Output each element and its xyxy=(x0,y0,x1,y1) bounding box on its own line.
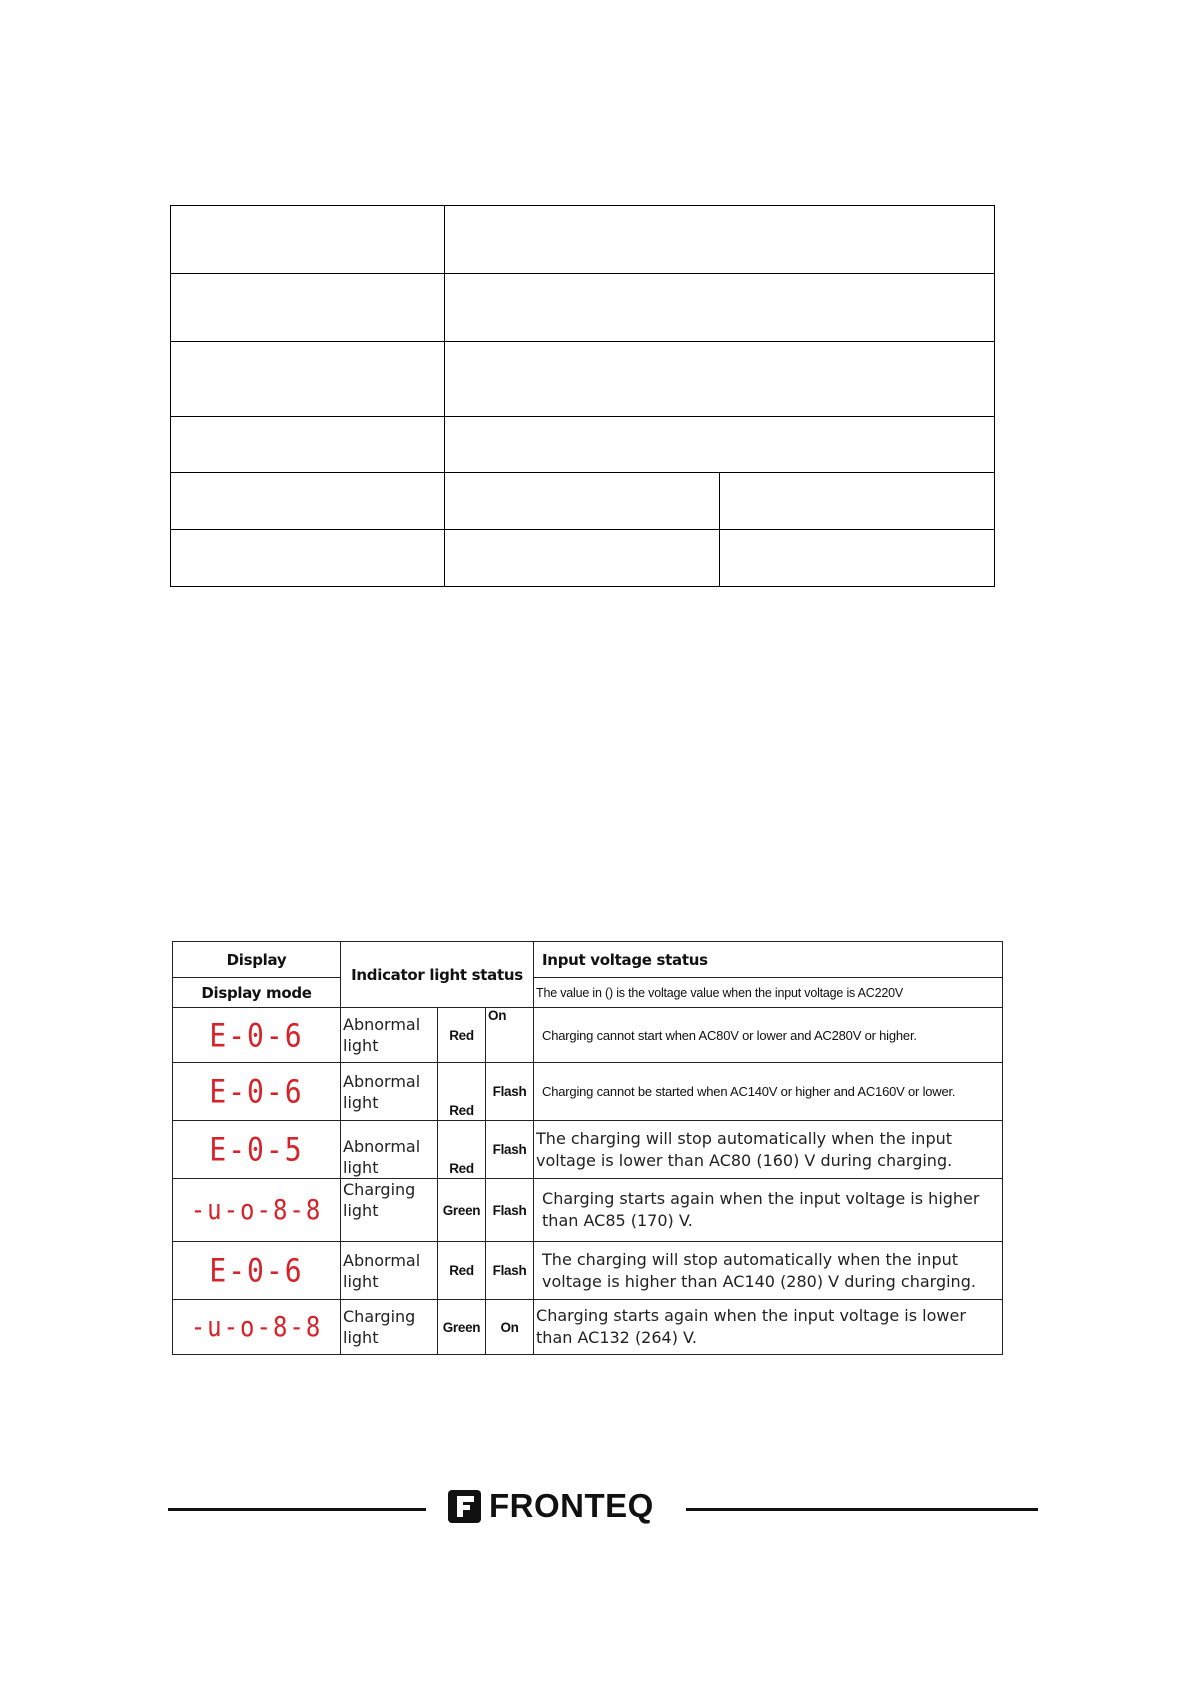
table-row xyxy=(173,1242,1003,1300)
light-mode: Flash xyxy=(486,1063,534,1121)
table-row xyxy=(173,1300,1003,1355)
blank-cell xyxy=(171,417,445,473)
voltage-description: Charging starts again when the input voltage is lower than AC132 (264) V. xyxy=(534,1300,1003,1355)
blank-cell xyxy=(445,274,995,342)
light-name: Abnormal light xyxy=(341,1121,438,1179)
table-row xyxy=(173,1179,1003,1242)
light-name: Abnormal light xyxy=(341,1063,438,1121)
footer-rule-left xyxy=(168,1508,426,1511)
light-name: Abnormal light xyxy=(341,1008,438,1063)
segment-display: E-0-6 xyxy=(209,1016,304,1054)
segment-display: -u-o-8-8 xyxy=(190,1193,323,1227)
light-color: Green xyxy=(438,1300,486,1355)
light-color: Red xyxy=(438,1008,486,1063)
blank-spec-table xyxy=(170,205,995,587)
blank-cell xyxy=(445,417,995,473)
blank-cell xyxy=(171,274,445,342)
segment-display: E-0-6 xyxy=(209,1072,304,1111)
display-cell xyxy=(173,1300,341,1355)
light-mode: Flash xyxy=(486,1121,534,1179)
blank-cell xyxy=(171,473,445,530)
blank-cell xyxy=(171,342,445,417)
footer-rule-right xyxy=(686,1508,1038,1511)
light-color: Red xyxy=(438,1063,486,1121)
header-display: Display xyxy=(173,942,341,978)
fronteq-logo-icon xyxy=(448,1490,481,1523)
blank-cell xyxy=(720,473,995,530)
blank-cell xyxy=(445,342,995,417)
brand-name: FRONTEQ xyxy=(489,1487,654,1524)
table-row xyxy=(173,1121,1003,1179)
blank-cell xyxy=(720,530,995,587)
header-display-mode: Display mode xyxy=(173,978,341,1008)
blank-cell xyxy=(445,206,995,274)
segment-display: E-0-5 xyxy=(209,1130,304,1169)
display-cell xyxy=(173,1121,341,1179)
voltage-description: Charging starts again when the input voltage is higher than AC85 (170) V. xyxy=(534,1179,1003,1242)
light-name: Charging light xyxy=(341,1179,438,1242)
voltage-description: The charging will stop automatically when the input voltage is lower than AC80 (160) V during charging. xyxy=(534,1121,1003,1179)
light-mode: Flash xyxy=(486,1242,534,1300)
light-name: Abnormal light xyxy=(341,1242,438,1300)
light-color: Red xyxy=(438,1242,486,1300)
display-cell xyxy=(173,1063,341,1121)
display-cell xyxy=(173,1179,341,1242)
light-mode: On xyxy=(486,1008,534,1063)
header-indicator: Indicator light status xyxy=(341,942,534,1008)
light-mode: On xyxy=(486,1300,534,1355)
blank-cell xyxy=(171,530,445,587)
voltage-description: The charging will stop automatically when the input voltage is higher than AC140 (280) V during charging. xyxy=(534,1242,1003,1300)
light-name: Charging light xyxy=(341,1300,438,1355)
light-mode: Flash xyxy=(486,1179,534,1242)
light-color: Green xyxy=(438,1179,486,1242)
blank-cell xyxy=(445,530,720,587)
light-color: Red xyxy=(438,1121,486,1179)
segment-display: -u-o-8-8 xyxy=(190,1310,323,1344)
table-row xyxy=(173,1008,1003,1063)
segment-display: E-0-6 xyxy=(209,1251,304,1290)
header-input-voltage: Input voltage status xyxy=(534,942,1003,978)
brand-logo xyxy=(448,1486,654,1526)
blank-cell xyxy=(445,473,720,530)
blank-cell xyxy=(171,206,445,274)
table-row xyxy=(173,1063,1003,1121)
input-voltage-table xyxy=(172,941,1003,1355)
header-note: The value in () is the voltage value when the input voltage is AC220V xyxy=(534,978,1003,1008)
voltage-description: Charging cannot start when AC80V or lower and AC280V or higher. xyxy=(534,1008,1003,1063)
display-cell xyxy=(173,1008,341,1063)
voltage-description: Charging cannot be started when AC140V or higher and AC160V or lower. xyxy=(534,1063,1003,1121)
display-cell xyxy=(173,1242,341,1300)
